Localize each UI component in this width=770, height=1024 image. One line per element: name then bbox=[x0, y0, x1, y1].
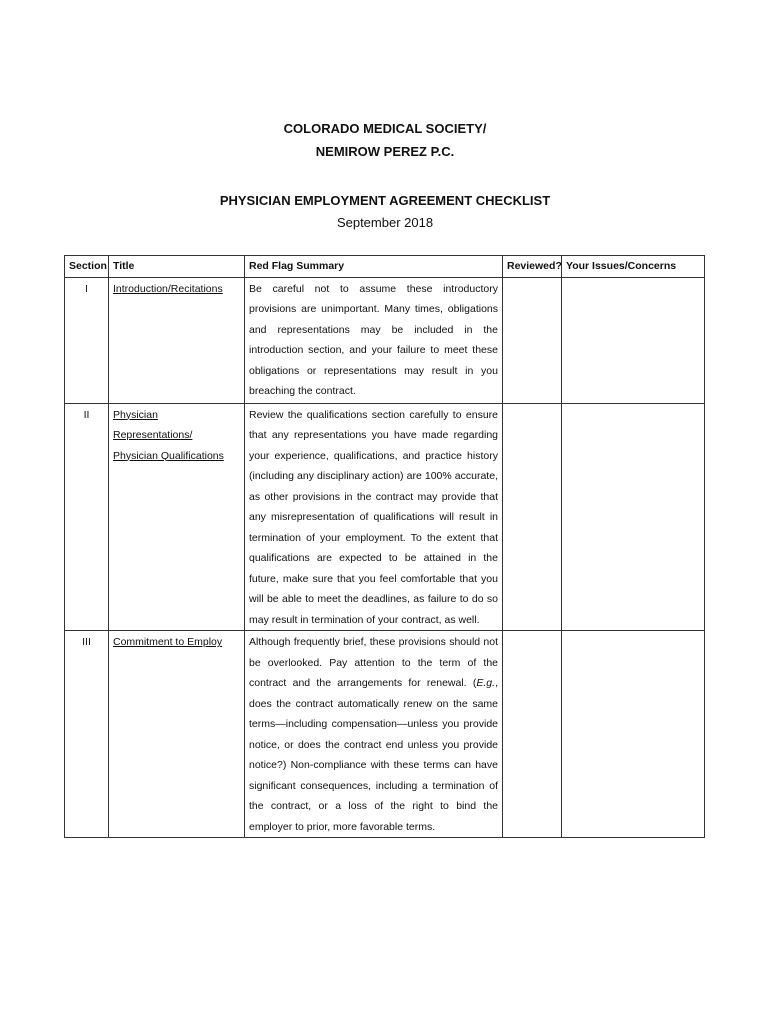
section-number: I bbox=[65, 277, 109, 403]
section-number: III bbox=[65, 631, 109, 838]
section-title-line: Physician Qualifications bbox=[113, 449, 224, 462]
red-flag-summary: Be careful not to assume these introductory provisions are unimportant. Many times, obligations and representations may be included in the introduction section, and your failure to meet these obligations or representations may result in you breaching the contract. bbox=[245, 277, 503, 403]
summary-text: , does the contract automatically renew on the same terms—including compensation—unless you provide notice, or does the contract end unless you provide notice?) Non-compliance with these terms can have significant consequences, including a termination of the contract, or a loss of the right to bind the employer to prior, more favorable terms. bbox=[249, 677, 498, 833]
table-row bbox=[65, 631, 705, 838]
org-name-line2: NEMIROW PEREZ P.C. bbox=[315, 144, 455, 159]
section-title bbox=[109, 631, 245, 838]
table-header-row bbox=[65, 256, 705, 278]
summary-emphasis: E.g. bbox=[476, 677, 496, 689]
reviewed-cell[interactable] bbox=[503, 403, 562, 631]
column-header-section: Section bbox=[65, 256, 109, 278]
checklist-table bbox=[64, 255, 705, 838]
reviewed-cell[interactable] bbox=[503, 277, 562, 403]
issues-concerns-cell[interactable] bbox=[562, 277, 705, 403]
issues-concerns-cell[interactable] bbox=[562, 631, 705, 838]
column-header-issues-concerns: Your Issues/Concerns bbox=[562, 256, 705, 278]
issues-concerns-cell[interactable] bbox=[562, 403, 705, 631]
table-row bbox=[65, 277, 705, 403]
red-flag-summary: Review the qualifications section carefully to ensure that any representations you have made regarding your experience, qualifications, and practice history (including any disciplinary action) are 100% accurate, as other provisions in the contract may provide that any misrepresentation of qualifications will result in termination of your employment. To the extent that qualifications are expected to be attained in the future, make sure that you feel comfortable that you will be able to meet the deadlines, as failure to do so may result in termination of your contract, as well. bbox=[245, 403, 503, 631]
reviewed-cell[interactable] bbox=[503, 631, 562, 838]
section-number: II bbox=[65, 403, 109, 631]
summary-text: Although frequently brief, these provisions should not be overlooked. Pay attention to the term of the contract and the arrangements for renewal. ( bbox=[249, 636, 498, 689]
table-row bbox=[65, 403, 705, 631]
org-name-line1: COLORADO MEDICAL SOCIETY/ bbox=[283, 121, 487, 136]
section-title-line: Physician Representations/ bbox=[113, 408, 193, 441]
document-date: September 2018 bbox=[336, 215, 434, 230]
section-title-line: Introduction/Recitations bbox=[113, 282, 223, 295]
column-header-title: Title bbox=[109, 256, 245, 278]
column-header-reviewed: Reviewed? bbox=[503, 256, 562, 278]
section-title-line: Commitment to Employ bbox=[113, 636, 223, 648]
section-title bbox=[109, 277, 245, 403]
red-flag-summary bbox=[245, 631, 503, 838]
document-title: PHYSICIAN EMPLOYMENT AGREEMENT CHECKLIST bbox=[219, 193, 551, 208]
column-header-red-flag-summary: Red Flag Summary bbox=[245, 256, 503, 278]
section-title bbox=[109, 403, 245, 631]
